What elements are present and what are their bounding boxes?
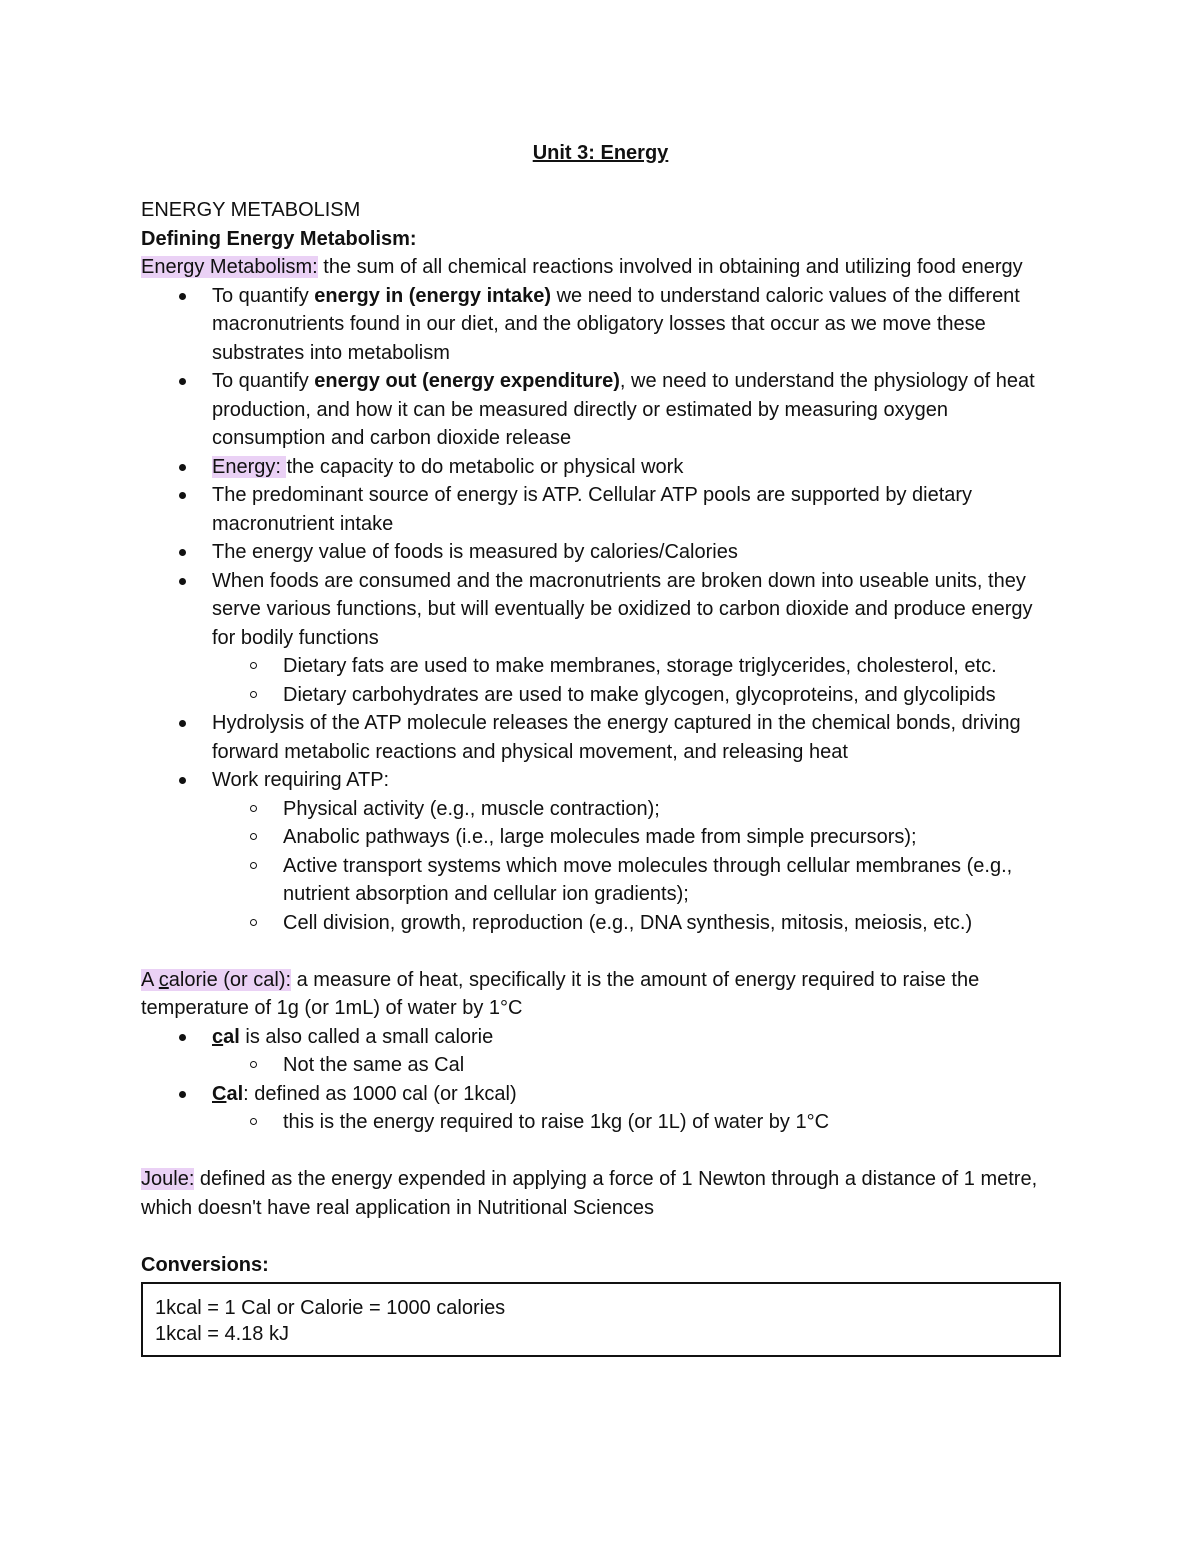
- sub-list: [212, 652, 1060, 709]
- list-item: Energy: the capacity to do metabolic or physical work: [141, 453, 1060, 482]
- conversions-box: [141, 1282, 1061, 1357]
- list-item: Cal: defined as 1000 cal (or 1kcal) this is the energy required to raise 1kg (or 1L) of water by 1°C: [141, 1080, 1060, 1137]
- list-item: The predominant source of energy is ATP. Cellular ATP pools are supported by dietary macronutrient intake: [141, 481, 1060, 538]
- list-item: When foods are consumed and the macronutrients are broken down into useable units, they serve various functions, but will eventually be oxidized to carbon dioxide and produce energy for bodily functions Dietary fats are used to make membranes, storage triglycerides, cholesterol, etc. Dietary carbohydrates are used to make glycogen, glycoproteins, and glycolipids: [141, 567, 1060, 710]
- highlighted-term: A calorie (or cal):: [141, 968, 292, 991]
- sub-list-item: Dietary fats are used to make membranes, storage triglycerides, cholesterol, etc.: [212, 652, 1060, 681]
- calorie-bullet-list: [141, 1023, 1060, 1137]
- section-heading: ENERGY METABOLISM: [141, 199, 361, 221]
- sub-list: [212, 795, 1060, 938]
- sub-list-item: Dietary carbohydrates are used to make glycogen, glycoproteins, and glycolipids: [212, 681, 1060, 710]
- highlighted-term: Energy Metabolism:: [141, 256, 318, 278]
- list-item: Hydrolysis of the ATP molecule releases the energy captured in the chemical bonds, driving forward metabolic reactions and physical movement, and releasing heat: [141, 709, 1060, 766]
- list-item: To quantify energy out (energy expenditure), we need to understand the physiology of heat production, and how it can be measured directly or estimated by measuring oxygen consumption and carbon dioxide release: [141, 367, 1060, 453]
- conversions-heading: Conversions:: [141, 1253, 269, 1276]
- energy-metabolism-definition: Energy Metabolism: the sum of all chemical reactions involved in obtaining and utilizing food energy: [141, 256, 1023, 278]
- spacer: [141, 1137, 1060, 1166]
- list-item: The energy value of foods is measured by calories/Calories: [141, 538, 1060, 567]
- conversion-line: 1kcal = 4.18 kJ: [155, 1323, 289, 1345]
- sub-list-item: Not the same as Cal: [212, 1051, 1060, 1080]
- sub-list: [212, 1108, 1060, 1137]
- sub-list-item: Physical activity (e.g., muscle contraction);: [212, 795, 1060, 824]
- subheading: Defining Energy Metabolism:: [141, 227, 417, 250]
- spacer: [141, 1222, 1060, 1251]
- highlighted-term: Joule:: [141, 1168, 195, 1190]
- sub-list-item: Anabolic pathways (i.e., large molecules made from simple precursors);: [212, 823, 1060, 852]
- joule-definition: Joule: defined as the energy expended in applying a force of 1 Newton through a distance of 1 metre, which doesn't have real application in Nutritional Sciences: [141, 1168, 1038, 1219]
- list-item: To quantify energy in (energy intake) we need to understand caloric values of the different macronutrients found in our diet, and the obligatory losses that occur as we move these substrates into metabolism: [141, 282, 1060, 368]
- sub-list: [212, 1051, 1060, 1080]
- list-item: cal is also called a small calorie Not the same as Cal: [141, 1023, 1060, 1080]
- highlighted-term: Energy:: [212, 455, 287, 478]
- calorie-definition: A calorie (or cal): a measure of heat, specifically it is the amount of energy required to raise the temperature of 1g (or 1mL) of water by 1°C: [141, 968, 980, 1019]
- energy-bullet-list: [141, 282, 1060, 938]
- list-item: Work requiring ATP: Physical activity (e.g., muscle contraction); Anabolic pathways (i.e., large molecules made from simple precursors); Active transport systems which move molecules through cellular membranes (e.g., nutrient absorption and cellular ion gradients); Cell division, growth, reproduction (e.g., DNA synthesis, mitosis, meiosis, etc.): [141, 766, 1060, 937]
- sub-list-item: Active transport systems which move molecules through cellular membranes (e.g., nutrient absorption and cellular ion gradients);: [212, 852, 1060, 909]
- spacer: [141, 937, 1060, 966]
- sub-list-item: this is the energy required to raise 1kg (or 1L) of water by 1°C: [212, 1108, 1060, 1137]
- sub-list-item: Cell division, growth, reproduction (e.g., DNA synthesis, mitosis, meiosis, etc.): [212, 909, 1060, 938]
- page-title: Unit 3: Energy: [532, 142, 669, 164]
- conversion-line: 1kcal = 1 Cal or Calorie = 1000 calories: [155, 1297, 506, 1319]
